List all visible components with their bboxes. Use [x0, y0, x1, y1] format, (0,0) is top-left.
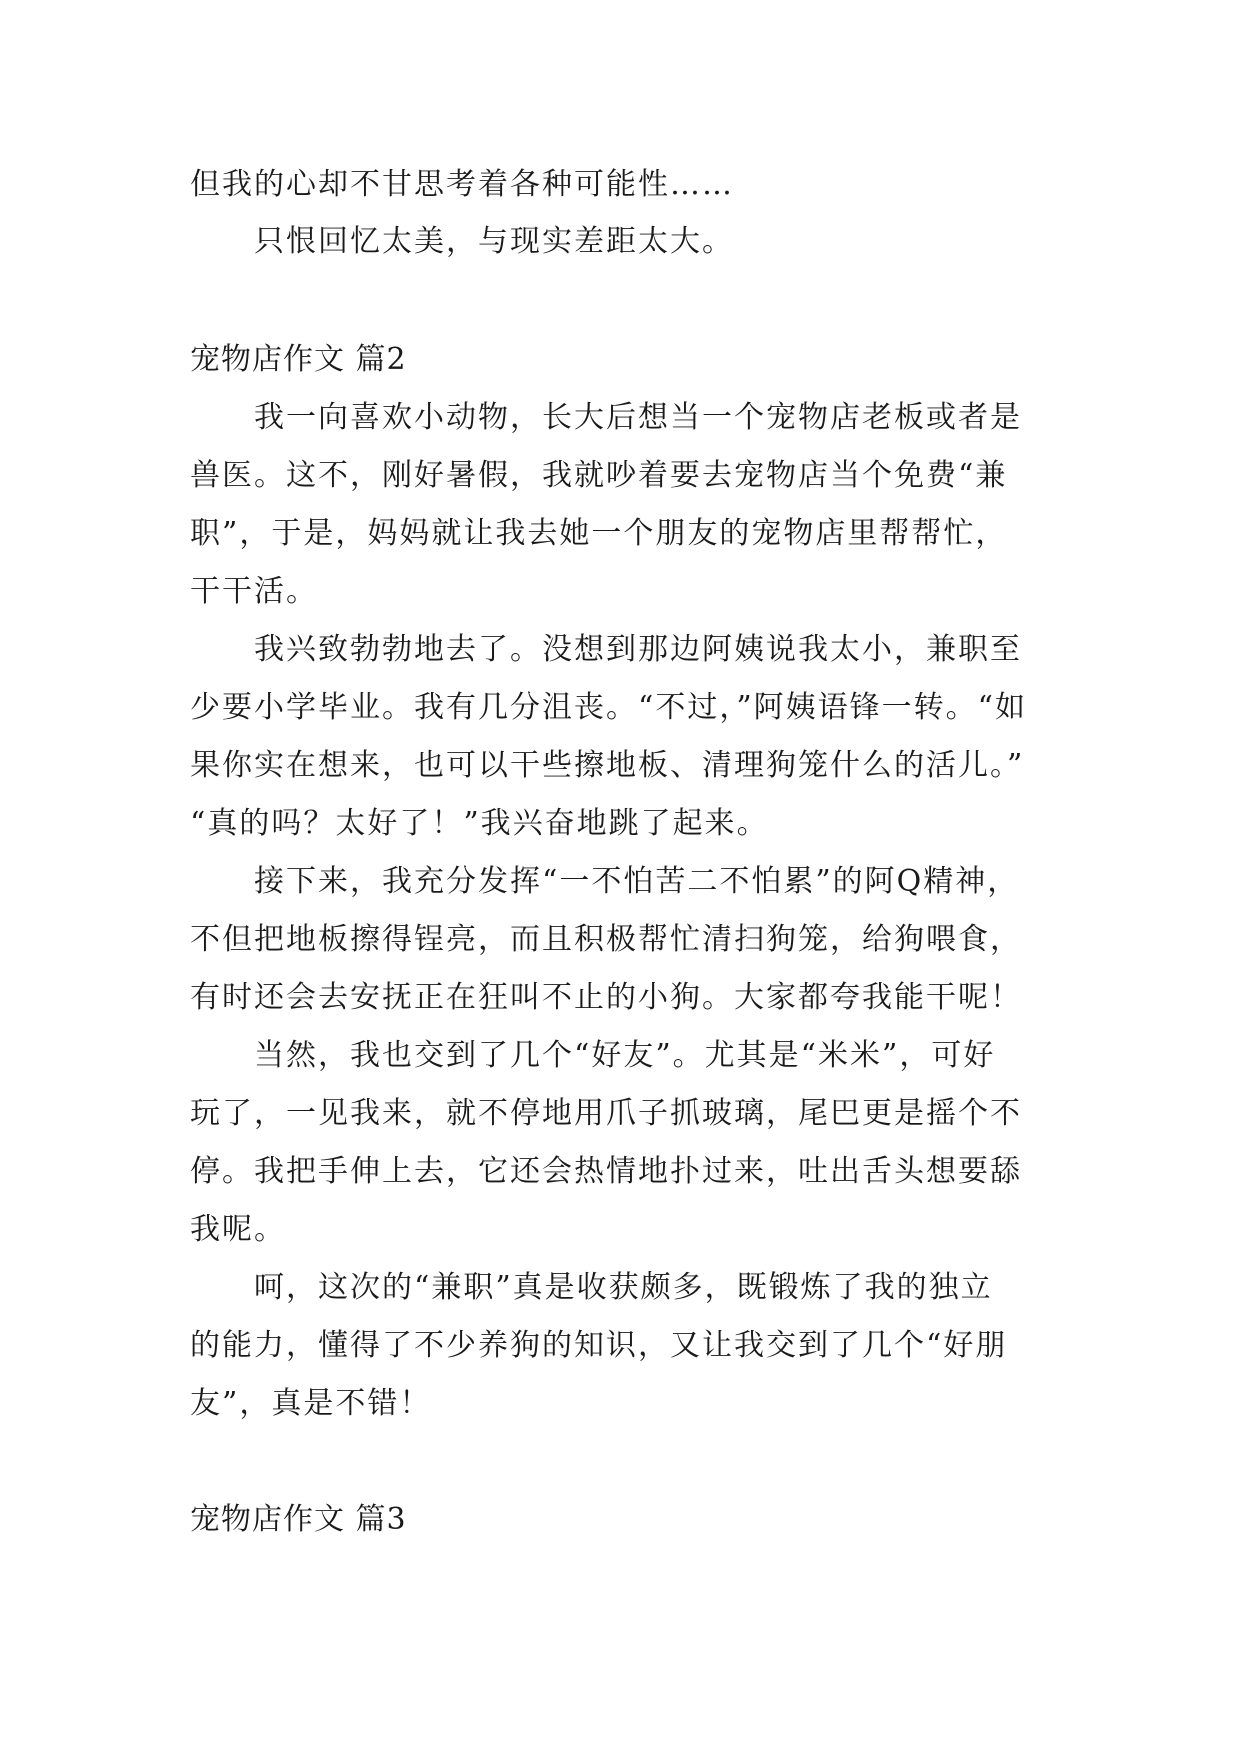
paragraph-line: 但我的心却不甘思考着各种可能性……	[190, 167, 734, 202]
paragraph-line: 我一向喜欢小动物，长大后想当一个宠物店老板或者是	[190, 400, 1022, 435]
paragraph-line: 只恨回忆太美，与现实差距太大。	[190, 224, 734, 259]
paragraph-line: 呵，这次的“兼职”真是收获颇多，既锻炼了我的独立	[190, 1270, 993, 1305]
paragraph-line: 少要小学毕业。我有几分沮丧。“不过，”阿姨语锋一转。“如	[190, 690, 1028, 725]
paragraph-line: 我呢。	[190, 1212, 286, 1247]
paragraph-line: 停。我把手伸上去，它还会热情地扑过来，吐出舌头想要舔	[190, 1154, 1022, 1189]
paragraph-line: 有时还会去安抚正在狂叫不止的小狗。大家都夸我能干呢！	[190, 980, 1022, 1015]
paragraph-line: 兽医。这不，刚好暑假，我就吵着要去宠物店当个免费“兼	[190, 458, 1008, 493]
paragraph-line: 干干活。	[190, 574, 318, 609]
paragraph-line: 不但把地板擦得锃亮，而且积极帮忙清扫狗笼，给狗喂食，	[190, 922, 1022, 957]
paragraph-line: 接下来，我充分发挥“一不怕苦二不怕累”的阿Q精神，	[190, 864, 1020, 899]
paragraph-line: 果你实在想来，也可以干些擦地板、清理狗笼什么的活儿。”	[190, 748, 1025, 783]
paragraph-line: 当然，我也交到了几个“好友”。尤其是“米米”，可好	[190, 1038, 996, 1073]
paragraph-line: “真的吗？太好了！”我兴奋地跳了起来。	[190, 806, 769, 841]
paragraph-line: 友”，真是不错！	[190, 1386, 432, 1421]
paragraph-line: 职”，于是，妈妈就让我去她一个朋友的宠物店里帮帮忙，	[190, 516, 1008, 551]
section-heading: 宠物店作文 篇3	[190, 1502, 407, 1537]
paragraph-line: 我兴致勃勃地去了。没想到那边阿姨说我太小，兼职至	[190, 632, 1022, 667]
paragraph-line: 的能力，懂得了不少养狗的知识，又让我交到了几个“好朋	[190, 1328, 1008, 1363]
paragraph-line: 玩了，一见我来，就不停地用爪子抓玻璃，尾巴更是摇个不	[190, 1096, 1022, 1131]
section-heading: 宠物店作文 篇2	[190, 342, 407, 377]
